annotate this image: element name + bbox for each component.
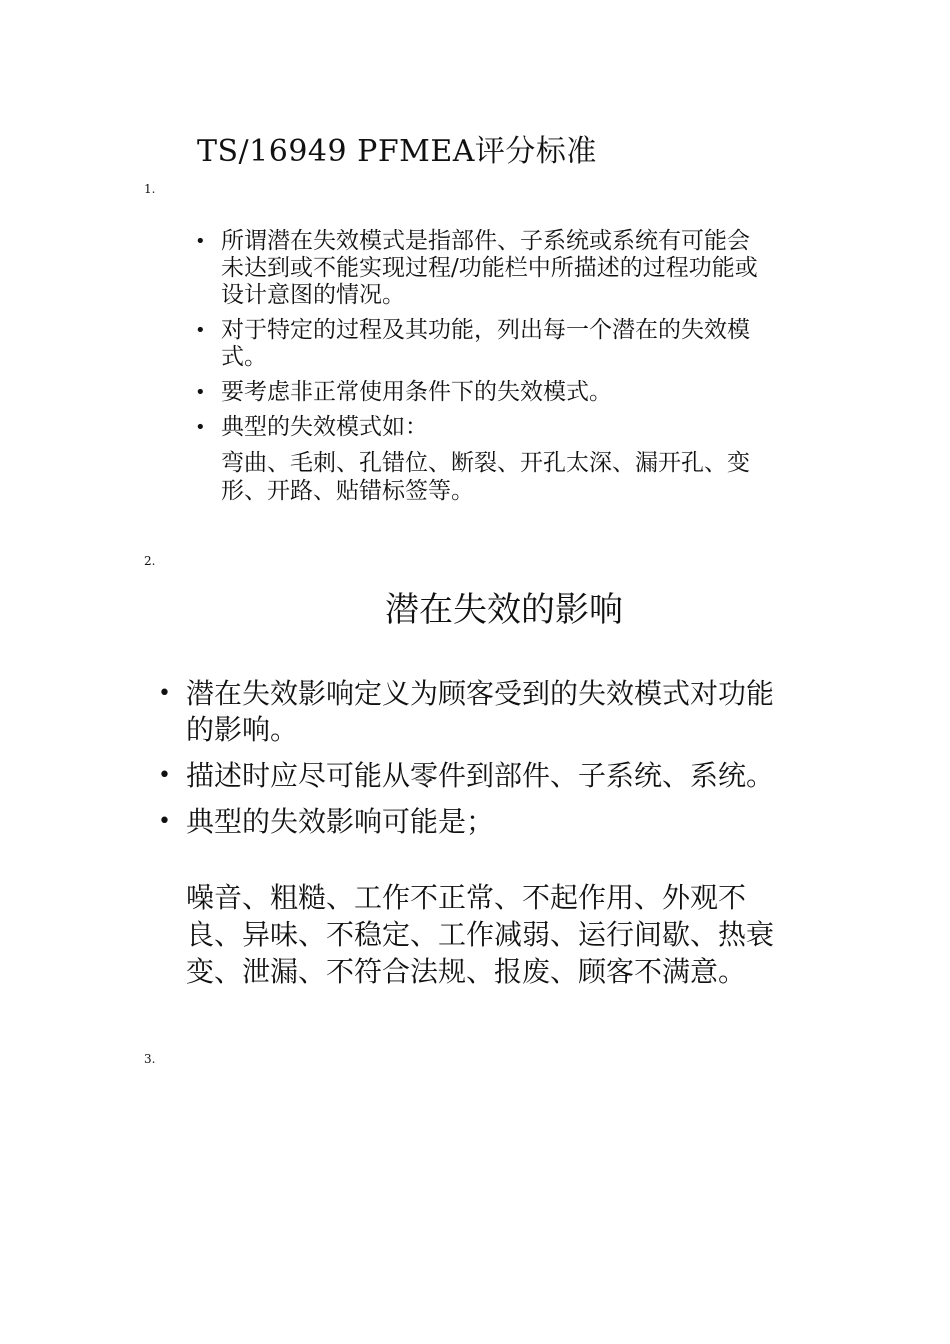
slide-number-2: 2. bbox=[144, 554, 156, 568]
failure-mode-examples: 弯曲、毛刺、孔错位、断裂、开孔太深、漏开孔、变形、开路、贴错标签等。 bbox=[221, 450, 750, 504]
bullet-icon: • bbox=[158, 763, 171, 788]
bullet-icon: • bbox=[195, 231, 206, 252]
bullet-text: 所谓潜在失效模式是指部件、子系统或系统有可能会未达到或不能实现过程/功能栏中所描述的过程功能或设计意图的情况。 bbox=[221, 228, 758, 308]
bullet-text: 描述时应尽可能从零件到部件、子系统、系统。 bbox=[186, 759, 775, 792]
bullet-icon: • bbox=[158, 681, 171, 706]
bullet-text: 要考虑非正常使用条件下的失效模式。 bbox=[221, 379, 612, 405]
list-item bbox=[195, 414, 765, 441]
list-item bbox=[195, 317, 765, 371]
bullet-icon: • bbox=[195, 320, 206, 341]
slide-number-3: 3. bbox=[144, 1052, 156, 1066]
bullet-icon: • bbox=[195, 417, 206, 438]
list-item bbox=[158, 804, 778, 840]
failure-mode-bullet-list bbox=[195, 228, 765, 449]
bullet-text: 潜在失效影响定义为顾客受到的失效模式对功能的影响。 bbox=[186, 677, 775, 746]
list-item bbox=[195, 228, 765, 309]
list-item bbox=[195, 379, 765, 406]
failure-effect-examples: 噪音、粗糙、工作不正常、不起作用、外观不良、异味、不稳定、工作减弱、运行间歇、热衰变、泄漏、不符合法规、报废、顾客不满意。 bbox=[186, 881, 775, 988]
failure-effect-bullet-list bbox=[158, 676, 778, 850]
section-title: 潜在失效的影响 bbox=[385, 590, 623, 630]
bullet-text: 典型的失效模式如： bbox=[221, 414, 428, 440]
list-item bbox=[158, 676, 778, 748]
slide-number-1: 1. bbox=[144, 182, 156, 196]
list-item bbox=[158, 758, 778, 794]
bullet-icon: • bbox=[158, 809, 171, 834]
bullet-icon: • bbox=[195, 382, 206, 403]
page-title: TS/16949 PFMEA评分标准 bbox=[197, 134, 597, 169]
bullet-text: 对于特定的过程及其功能，列出每一个潜在的失效模式。 bbox=[221, 317, 750, 370]
bullet-text: 典型的失效影响可能是； bbox=[186, 805, 495, 838]
